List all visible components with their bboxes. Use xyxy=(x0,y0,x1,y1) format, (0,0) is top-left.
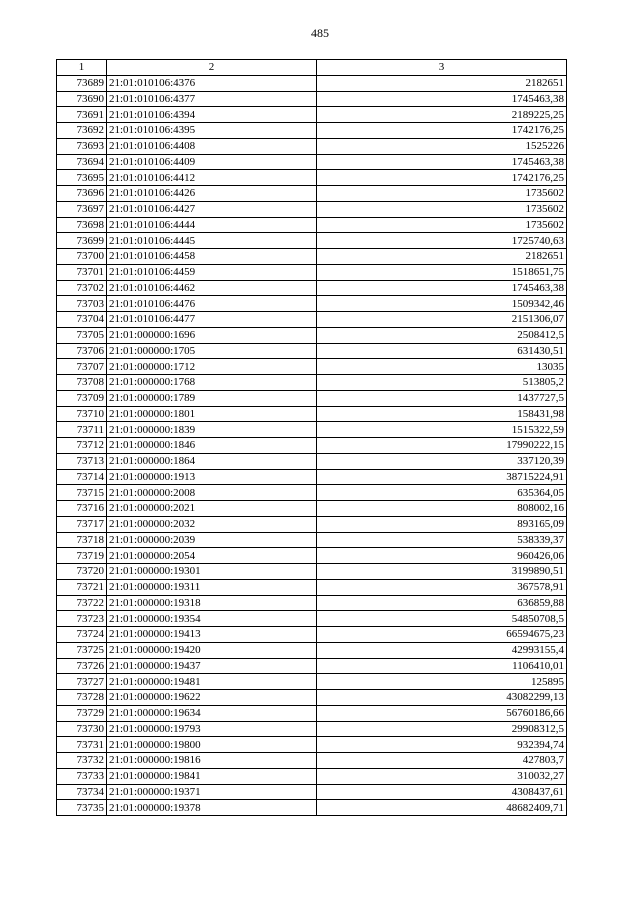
row-number-cell: 73693 xyxy=(57,138,107,154)
value-cell: 538339,37 xyxy=(317,532,567,548)
row-number-cell: 73694 xyxy=(57,154,107,170)
cadastral-number-cell: 21:01:010106:4377 xyxy=(107,91,317,107)
value-cell: 56760186,66 xyxy=(317,705,567,721)
cadastral-number-cell: 21:01:010106:4459 xyxy=(107,264,317,280)
table-row xyxy=(57,800,567,816)
table-row xyxy=(57,768,567,784)
row-number-cell: 73700 xyxy=(57,249,107,265)
table-row xyxy=(57,453,567,469)
table-row xyxy=(57,359,567,375)
header-col-2: 2 xyxy=(107,60,317,76)
register-table xyxy=(56,59,567,816)
cadastral-number-cell: 21:01:000000:19793 xyxy=(107,721,317,737)
value-cell: 1742176,25 xyxy=(317,123,567,139)
cadastral-number-cell: 21:01:000000:19437 xyxy=(107,658,317,674)
row-number-cell: 73730 xyxy=(57,721,107,737)
table-row xyxy=(57,249,567,265)
table-row xyxy=(57,690,567,706)
value-cell: 513805,2 xyxy=(317,375,567,391)
cadastral-number-cell: 21:01:000000:1801 xyxy=(107,406,317,422)
header-col-1: 1 xyxy=(57,60,107,76)
cadastral-number-cell: 21:01:010106:4426 xyxy=(107,186,317,202)
row-number-cell: 73732 xyxy=(57,753,107,769)
cadastral-number-cell: 21:01:010106:4409 xyxy=(107,154,317,170)
header-row xyxy=(57,60,567,76)
cadastral-number-cell: 21:01:000000:19413 xyxy=(107,627,317,643)
row-number-cell: 73702 xyxy=(57,280,107,296)
value-cell: 1437727,5 xyxy=(317,390,567,406)
table-row xyxy=(57,438,567,454)
page-number: 485 xyxy=(311,26,329,40)
table-row xyxy=(57,312,567,328)
cadastral-number-cell: 21:01:000000:1913 xyxy=(107,469,317,485)
cadastral-number-cell: 21:01:000000:19816 xyxy=(107,753,317,769)
value-cell: 4308437,61 xyxy=(317,784,567,800)
table-row xyxy=(57,343,567,359)
row-number-cell: 73734 xyxy=(57,784,107,800)
value-cell: 1735602 xyxy=(317,201,567,217)
table-row xyxy=(57,375,567,391)
row-number-cell: 73713 xyxy=(57,453,107,469)
value-cell: 1515322,59 xyxy=(317,422,567,438)
table-row xyxy=(57,469,567,485)
value-cell: 1106410,01 xyxy=(317,658,567,674)
value-cell: 38715224,91 xyxy=(317,469,567,485)
cadastral-number-cell: 21:01:000000:19371 xyxy=(107,784,317,800)
table-row xyxy=(57,123,567,139)
value-cell: 1745463,38 xyxy=(317,91,567,107)
value-cell: 43082299,13 xyxy=(317,690,567,706)
row-number-cell: 73728 xyxy=(57,690,107,706)
table-row xyxy=(57,217,567,233)
row-number-cell: 73690 xyxy=(57,91,107,107)
row-number-cell: 73703 xyxy=(57,296,107,312)
table-row xyxy=(57,107,567,123)
cadastral-number-cell: 21:01:000000:19841 xyxy=(107,768,317,784)
cadastral-number-cell: 21:01:010106:4408 xyxy=(107,138,317,154)
cadastral-number-cell: 21:01:000000:2039 xyxy=(107,532,317,548)
table-row xyxy=(57,138,567,154)
cadastral-number-cell: 21:01:000000:1864 xyxy=(107,453,317,469)
row-number-cell: 73717 xyxy=(57,516,107,532)
table-row xyxy=(57,327,567,343)
table-row xyxy=(57,201,567,217)
value-cell: 337120,39 xyxy=(317,453,567,469)
value-cell: 13035 xyxy=(317,359,567,375)
row-number-cell: 73697 xyxy=(57,201,107,217)
table-row xyxy=(57,674,567,690)
row-number-cell: 73731 xyxy=(57,737,107,753)
value-cell: 636859,88 xyxy=(317,595,567,611)
row-number-cell: 73695 xyxy=(57,170,107,186)
row-number-cell: 73698 xyxy=(57,217,107,233)
cadastral-number-cell: 21:01:000000:2032 xyxy=(107,516,317,532)
cadastral-number-cell: 21:01:010106:4427 xyxy=(107,201,317,217)
row-number-cell: 73689 xyxy=(57,75,107,91)
value-cell: 125895 xyxy=(317,674,567,690)
row-number-cell: 73714 xyxy=(57,469,107,485)
cadastral-number-cell: 21:01:000000:1789 xyxy=(107,390,317,406)
cadastral-number-cell: 21:01:000000:19318 xyxy=(107,595,317,611)
value-cell: 367578,91 xyxy=(317,579,567,595)
cadastral-number-cell: 21:01:000000:2054 xyxy=(107,548,317,564)
table-row xyxy=(57,280,567,296)
cadastral-number-cell: 21:01:000000:1768 xyxy=(107,375,317,391)
value-cell: 54850708,5 xyxy=(317,611,567,627)
cadastral-number-cell: 21:01:000000:1712 xyxy=(107,359,317,375)
value-cell: 66594675,23 xyxy=(317,627,567,643)
value-cell: 2508412,5 xyxy=(317,327,567,343)
row-number-cell: 73705 xyxy=(57,327,107,343)
table-row xyxy=(57,564,567,580)
row-number-cell: 73725 xyxy=(57,642,107,658)
value-cell: 1725740,63 xyxy=(317,233,567,249)
cadastral-number-cell: 21:01:000000:19378 xyxy=(107,800,317,816)
value-cell: 808002,16 xyxy=(317,501,567,517)
row-number-cell: 73727 xyxy=(57,674,107,690)
table-row xyxy=(57,485,567,501)
table-row xyxy=(57,642,567,658)
cadastral-number-cell: 21:01:000000:1705 xyxy=(107,343,317,359)
row-number-cell: 73701 xyxy=(57,264,107,280)
row-number-cell: 73723 xyxy=(57,611,107,627)
value-cell: 2151306,07 xyxy=(317,312,567,328)
value-cell: 29908312,5 xyxy=(317,721,567,737)
table-row xyxy=(57,753,567,769)
cadastral-number-cell: 21:01:010106:4412 xyxy=(107,170,317,186)
cadastral-number-cell: 21:01:010106:4376 xyxy=(107,75,317,91)
cadastral-number-cell: 21:01:010106:4444 xyxy=(107,217,317,233)
row-number-cell: 73711 xyxy=(57,422,107,438)
cadastral-number-cell: 21:01:000000:19634 xyxy=(107,705,317,721)
row-number-cell: 73718 xyxy=(57,532,107,548)
row-number-cell: 73710 xyxy=(57,406,107,422)
row-number-cell: 73699 xyxy=(57,233,107,249)
value-cell: 631430,51 xyxy=(317,343,567,359)
table-row xyxy=(57,170,567,186)
row-number-cell: 73707 xyxy=(57,359,107,375)
table-header xyxy=(57,60,567,76)
table-row xyxy=(57,737,567,753)
value-cell: 1518651,75 xyxy=(317,264,567,280)
cadastral-number-cell: 21:01:010106:4458 xyxy=(107,249,317,265)
row-number-cell: 73712 xyxy=(57,438,107,454)
value-cell: 1742176,25 xyxy=(317,170,567,186)
value-cell: 427803,7 xyxy=(317,753,567,769)
row-number-cell: 73709 xyxy=(57,390,107,406)
table-row xyxy=(57,516,567,532)
row-number-cell: 73726 xyxy=(57,658,107,674)
cadastral-number-cell: 21:01:010106:4395 xyxy=(107,123,317,139)
table-row xyxy=(57,611,567,627)
value-cell: 932394,74 xyxy=(317,737,567,753)
row-number-cell: 73721 xyxy=(57,579,107,595)
row-number-cell: 73724 xyxy=(57,627,107,643)
value-cell: 48682409,71 xyxy=(317,800,567,816)
row-number-cell: 73720 xyxy=(57,564,107,580)
value-cell: 42993155,4 xyxy=(317,642,567,658)
value-cell: 2189225,25 xyxy=(317,107,567,123)
row-number-cell: 73691 xyxy=(57,107,107,123)
value-cell: 310032,27 xyxy=(317,768,567,784)
cadastral-number-cell: 21:01:010106:4476 xyxy=(107,296,317,312)
cadastral-number-cell: 21:01:000000:19301 xyxy=(107,564,317,580)
table-row xyxy=(57,658,567,674)
table-row xyxy=(57,627,567,643)
table-row xyxy=(57,784,567,800)
value-cell: 3199890,51 xyxy=(317,564,567,580)
table-row xyxy=(57,390,567,406)
table-body xyxy=(57,75,567,815)
table-row xyxy=(57,579,567,595)
row-number-cell: 73692 xyxy=(57,123,107,139)
table-row xyxy=(57,595,567,611)
cadastral-number-cell: 21:01:000000:1696 xyxy=(107,327,317,343)
value-cell: 1745463,38 xyxy=(317,154,567,170)
cadastral-number-cell: 21:01:010106:4394 xyxy=(107,107,317,123)
value-cell: 1735602 xyxy=(317,186,567,202)
value-cell: 1735602 xyxy=(317,217,567,233)
value-cell: 1525226 xyxy=(317,138,567,154)
row-number-cell: 73696 xyxy=(57,186,107,202)
row-number-cell: 73716 xyxy=(57,501,107,517)
cadastral-number-cell: 21:01:010106:4477 xyxy=(107,312,317,328)
cadastral-number-cell: 21:01:000000:1846 xyxy=(107,438,317,454)
table-row xyxy=(57,296,567,312)
cadastral-number-cell: 21:01:010106:4462 xyxy=(107,280,317,296)
table-row xyxy=(57,406,567,422)
value-cell: 960426,06 xyxy=(317,548,567,564)
value-cell: 2182651 xyxy=(317,75,567,91)
cadastral-number-cell: 21:01:000000:19420 xyxy=(107,642,317,658)
value-cell: 2182651 xyxy=(317,249,567,265)
cadastral-number-cell: 21:01:000000:19354 xyxy=(107,611,317,627)
cadastral-number-cell: 21:01:000000:2021 xyxy=(107,501,317,517)
table-row xyxy=(57,186,567,202)
table-row xyxy=(57,532,567,548)
table-row xyxy=(57,501,567,517)
row-number-cell: 73706 xyxy=(57,343,107,359)
table-row xyxy=(57,422,567,438)
cadastral-number-cell: 21:01:000000:19311 xyxy=(107,579,317,595)
table-row xyxy=(57,91,567,107)
row-number-cell: 73704 xyxy=(57,312,107,328)
cadastral-number-cell: 21:01:000000:1839 xyxy=(107,422,317,438)
value-cell: 158431,98 xyxy=(317,406,567,422)
table-row xyxy=(57,264,567,280)
cadastral-number-cell: 21:01:000000:19800 xyxy=(107,737,317,753)
row-number-cell: 73708 xyxy=(57,375,107,391)
row-number-cell: 73722 xyxy=(57,595,107,611)
row-number-cell: 73735 xyxy=(57,800,107,816)
table-row xyxy=(57,721,567,737)
header-col-3: 3 xyxy=(317,60,567,76)
cadastral-number-cell: 21:01:000000:19481 xyxy=(107,674,317,690)
row-number-cell: 73729 xyxy=(57,705,107,721)
value-cell: 1509342,46 xyxy=(317,296,567,312)
value-cell: 893165,09 xyxy=(317,516,567,532)
table-row xyxy=(57,154,567,170)
row-number-cell: 73715 xyxy=(57,485,107,501)
table-row xyxy=(57,705,567,721)
row-number-cell: 73733 xyxy=(57,768,107,784)
row-number-cell: 73719 xyxy=(57,548,107,564)
cadastral-number-cell: 21:01:010106:4445 xyxy=(107,233,317,249)
value-cell: 17990222,15 xyxy=(317,438,567,454)
value-cell: 1745463,38 xyxy=(317,280,567,296)
value-cell: 635364,05 xyxy=(317,485,567,501)
cadastral-number-cell: 21:01:000000:19622 xyxy=(107,690,317,706)
cadastral-number-cell: 21:01:000000:2008 xyxy=(107,485,317,501)
table-row xyxy=(57,548,567,564)
table-row xyxy=(57,75,567,91)
table-row xyxy=(57,233,567,249)
